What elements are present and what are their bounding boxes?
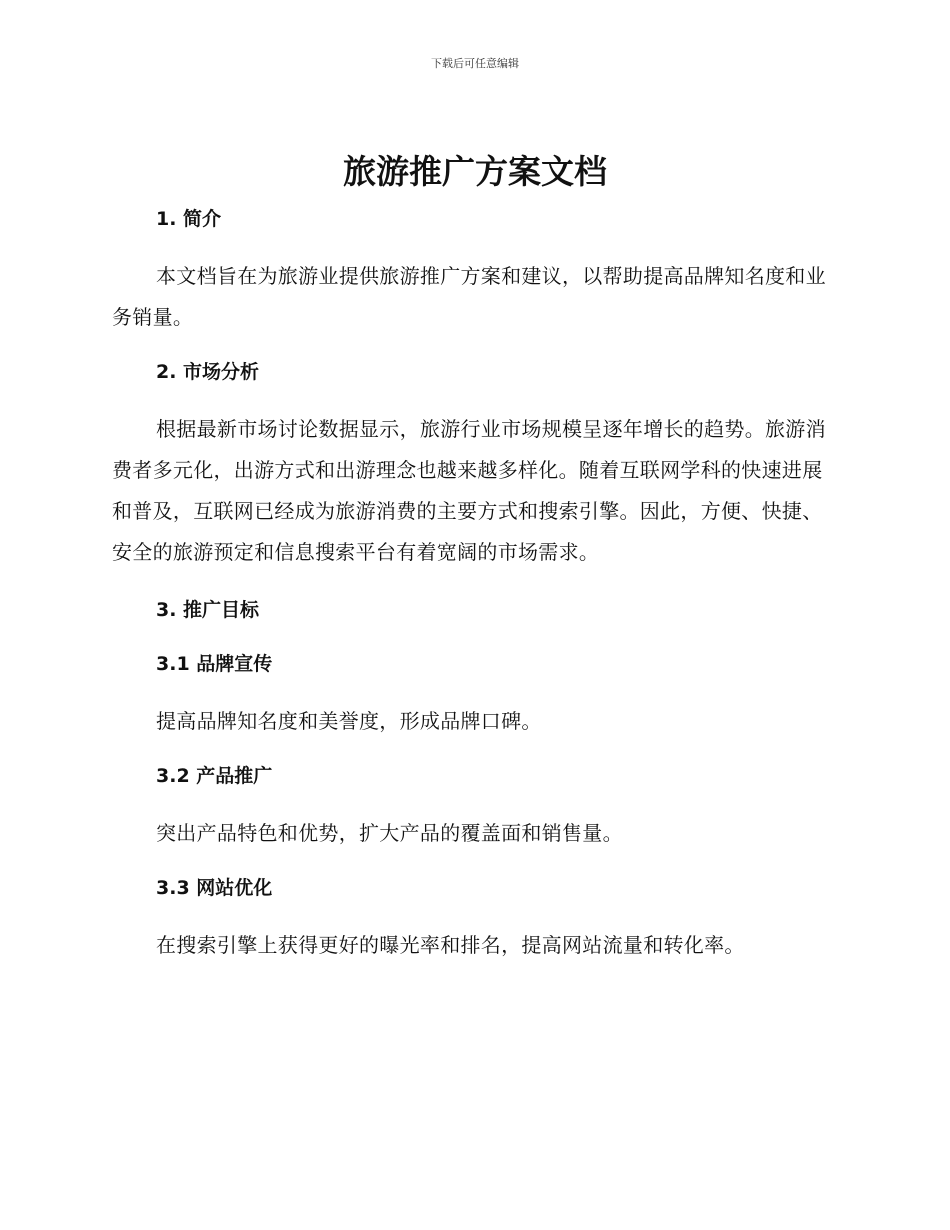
section-heading-promotion-goals: 3. 推广目标 xyxy=(156,599,260,621)
product-promotion-paragraph: 突出产品特色和优势，扩大产品的覆盖面和销售量。 xyxy=(156,821,623,845)
section-heading-intro: 1. 简介 xyxy=(156,208,222,230)
market-analysis-paragraph: 根据最新市场讨论数据显示，旅游行业市场规模呈逐年增长的趋势。旅游消费者多元化，出游方式和出游理念也越来越多样化。随着互联网学科的快速进展和普及，互联网已经成为旅游消费的主要方式和搜索引擎。因此，方便、快捷、安全的旅游预定和信息搜索平台有着宽阔的市场需求。 xyxy=(112,417,826,564)
section-heading-website-optimization: 3.3 网站优化 xyxy=(156,877,273,899)
brand-promotion-paragraph: 提高品牌知名度和美誉度，形成品牌口碑。 xyxy=(156,709,542,733)
document-body xyxy=(112,202,834,966)
website-optimization-paragraph: 在搜索引擎上获得更好的曝光率和排名，提高网站流量和转化率。 xyxy=(156,933,745,957)
section-heading-market-analysis: 2. 市场分析 xyxy=(156,361,260,383)
header-note: 下载后可任意编辑 xyxy=(431,57,519,70)
intro-paragraph: 本文档旨在为旅游业提供旅游推广方案和建议，以帮助提高品牌知名度和业务销量。 xyxy=(112,264,826,329)
section-heading-brand-promotion: 3.1 品牌宣传 xyxy=(156,653,273,675)
document-title: 旅游推广方案文档 xyxy=(343,152,607,191)
section-heading-product-promotion: 3.2 产品推广 xyxy=(156,765,273,787)
